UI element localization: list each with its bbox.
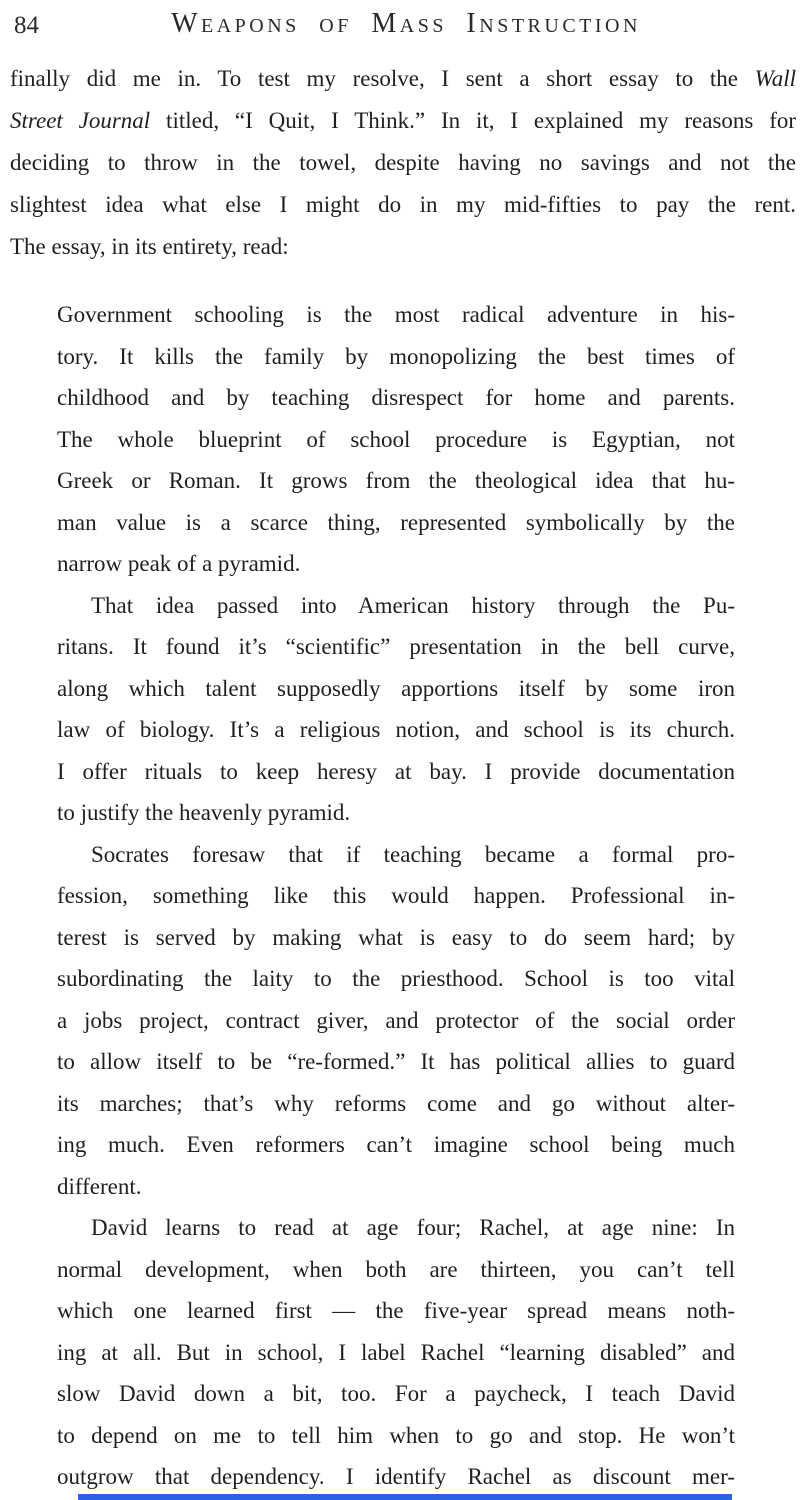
text-line: ing much. Even reformers can’t imagine school being much <box>57 1132 735 1157</box>
text-line: tory. It kills the family by monopolizing the best times of <box>57 343 735 369</box>
text-line: slightest idea what else I might do in my mid-fifties to pay the rent. <box>10 192 796 217</box>
page-progress-bar <box>78 1494 732 1500</box>
page-number: 84 <box>14 12 39 39</box>
text-line: its marches; that’s why reforms come and go without alter- <box>57 1090 735 1116</box>
text-line: a jobs project, contract giver, and protector of the social order <box>57 1007 735 1033</box>
text-line: narrow peak of a pyramid. <box>57 551 301 576</box>
opening-paragraph <box>10 58 796 268</box>
text-line: ritans. It found it’s “scientific” presentation in the bell curve, <box>57 634 735 659</box>
text-line: childhood and by teaching disrespect for home and parents. <box>57 385 735 410</box>
page-header <box>0 6 812 46</box>
text-line: That idea passed into American history through the Pu- <box>91 592 735 618</box>
text-line: law of biology. It’s a religious notion, and school is its church. <box>57 717 735 742</box>
text-line: to justify the heavenly pyramid. <box>57 800 351 825</box>
running-head: Weapons of Mass Instruction <box>171 8 641 39</box>
text-line: Street Journal titled, “I Quit, I Think.” In it, I explained my reasons for <box>10 108 797 133</box>
text-line: I offer rituals to keep heresy at bay. I provide documentation <box>57 758 735 784</box>
italic-text: Wall <box>754 66 796 91</box>
text-line: along which talent supposedly apportions itself by some iron <box>57 675 735 701</box>
text-line: deciding to throw in the towel, despite having no savings and not the <box>10 150 796 175</box>
text-line: fession, something like this would happen. Professional in- <box>57 883 735 908</box>
quote-paragraph <box>57 585 735 834</box>
text-line: different. <box>57 1173 142 1199</box>
text-line: subordinating the laity to the priesthood. School is too vital <box>57 966 735 991</box>
text-line: Government schooling is the most radical adventure in his- <box>57 302 735 327</box>
text-line: Greek or Roman. It grows from the theological idea that hu- <box>57 468 735 493</box>
text-line: slow David down a bit, too. For a paycheck, I teach David <box>57 1381 735 1406</box>
text-line: which one learned first — the five-year spread means noth- <box>57 1298 735 1323</box>
text-line: The whole blueprint of school procedure is Egyptian, not <box>57 426 735 452</box>
quote-paragraph <box>57 834 735 1208</box>
text-line: ing at all. But in school, I label Rachel “learning disabled” and <box>57 1339 735 1365</box>
quote-paragraph <box>57 294 735 585</box>
text-line: Socrates foresaw that if teaching became a formal pro- <box>91 841 735 867</box>
text-line: finally did me in. To test my resolve, I sent a short essay to the Wall <box>10 66 796 91</box>
block-quote <box>57 294 735 1498</box>
text-line: man value is a scarce thing, represented symbolically by the <box>57 509 735 535</box>
text-line: to allow itself to be “re-formed.” It has political allies to guard <box>57 1049 735 1074</box>
italic-text: Street Journal <box>10 108 151 133</box>
text-line: The essay, in its entirety, read: <box>10 234 289 259</box>
text-line: terest is served by making what is easy to do seem hard; by <box>57 924 735 950</box>
text-line: normal development, when both are thirteen, you can’t tell <box>57 1256 735 1282</box>
text-line: David learns to read at age four; Rachel, at age nine: In <box>91 1215 735 1240</box>
quote-paragraph <box>57 1207 735 1498</box>
text-line: outgrow that dependency. I identify Rachel as discount mer- <box>57 1464 735 1489</box>
text-line: to depend on me to tell him when to go and stop. He won’t <box>57 1422 735 1448</box>
